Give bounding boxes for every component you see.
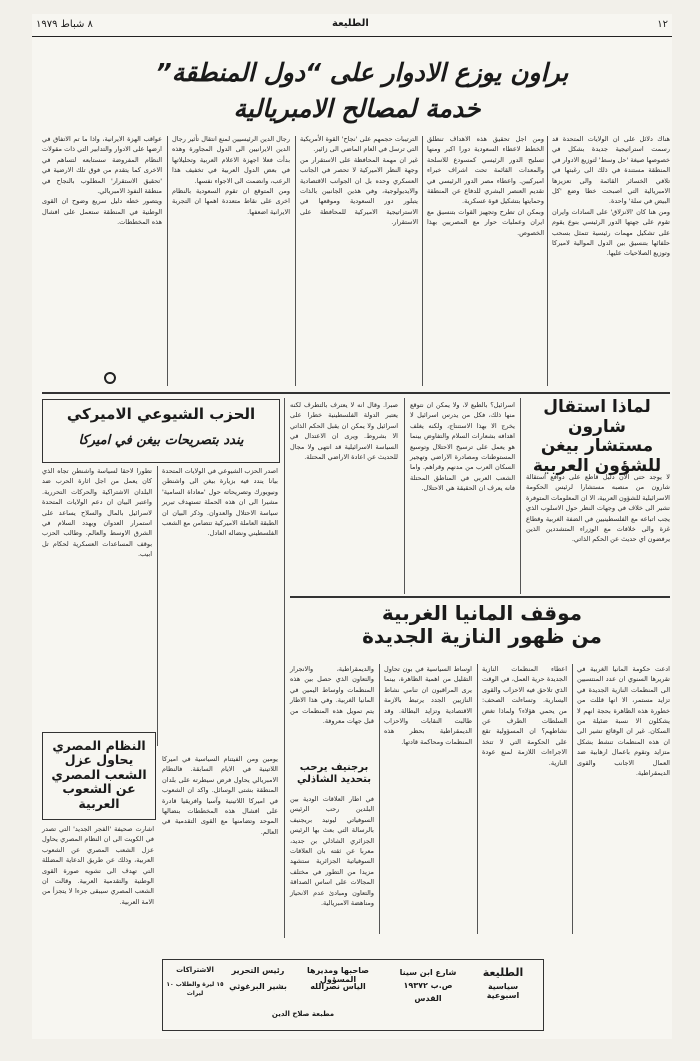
article3-headline-2: يندد بتصريحات بيغن في اميركا [78, 433, 244, 448]
footer-editor-name: بشير البرغوثي [229, 982, 287, 991]
footer-address: شارع ابن سينا ص.ب ١٩٣٧٢ القدس [399, 968, 457, 1003]
article6-headline-box [42, 732, 156, 820]
footer-box [162, 959, 544, 1031]
article3-headline-box [42, 399, 280, 463]
article5-headline-2: بتحديد الشاذلي [297, 773, 371, 785]
footer-owner-name: الياس نصرالله [310, 982, 366, 991]
masthead: الطليعة [332, 18, 369, 29]
article1-headline-1: براون يوزع الادوار على “دول المنطقة” [155, 58, 569, 87]
article1-column-1: هناك دلائل على ان الولايات المتحدة قد رسمت استراتيجية جديدة بشكل في خصوصها صيغة 'حل وسط' لتوزيع الادوار في المنطقة مستندة في ذلك الى رغبتها في تلافي الخسائر القائمة والى تعزيزها الامبريالية التي اصبحت خطا وضع 'كل البيض في سلة' واحدة. ومن هنا كان 'الانزلاق' على السادات وايران تقوم على جهتها الدور الرئيسي بنوع يقوم على تشكيل مهمات رئيسية تتمثل بسحب حلفائها بتنسيق بين الدول الموالية لاميركا وتوزيع الصلاحيات عليها. [552, 135, 670, 258]
article6-headline-1: النظام المصري [52, 738, 146, 753]
page-header [32, 14, 672, 37]
section-divider-2 [290, 596, 670, 598]
article1-column-5: عواقب الهزة الايرانية، واذا ما تم الاتفاق في ارضها على الادوار والتدابير التي ذات مقولات النظام المفروضة سستابعه لتساهم في الاخرى كما يتقدم من فوق تلك الارضية في 'تحقيق الاستقرار' المطلوب بالنجاح في منطقة النفوذ الامبريالي. ويتصور خطه دليل سريع وضوح ان القوى الوطنية في المنطقة ستعمل على افشال هذه المخططات. [42, 135, 162, 227]
issue-date: ٨ شباط ١٩٧٩ [36, 19, 93, 30]
article4-headline-1: موقف المانيا الغربية [381, 601, 583, 625]
article6-body: اشارت صحيفة 'الفجر الجديد' التي تصدر في الكويت الى ان النظام المصري يحاول عزل الشعب المصري عن الشعوب العربية، وذلك عن طريق الدعاية المضللة التي تهدف الى تشويه صورة القوى الوطنية والتقدمية العربية. وقالت ان الشعب المصري سيبقى جزءا لا يتجزأ من الامة العربية. [39, 825, 154, 906]
article2-headline-3: للشؤون العربية [532, 455, 662, 476]
article3-headline-1: الحزب الشيوعي الاميركي [66, 405, 256, 423]
article2-column-3: صبرا. وقال انه لا يعترف بالتطرف لكنه يعتبر الدولة الفلسطينية خطرا على اسرائيل ولا يمكن ان يقبل الحكم الذاتي الا بشروط. ويرى ان الاعتدال في السياسة الاسرائيلية قد انتهى ولا مجال للحديث عن اعادة الاراضي المحتلة. [287, 401, 398, 462]
article4-column-4: والديمقراطية، والانجرار والتعاون الذي حصل بين هذه المنظمات واوساط اليمين في المانيا الغربية. وفي هذا الاطار يتم تمويل هذه المنظمات من قبل جهات معروفة. [287, 665, 374, 726]
article4-headline [294, 602, 670, 648]
article2-body: لا يوجد حتى الآن دليل قاطع على دوافع استقالة شارون من منصبه مستشارا لرئيس الحكومة الاسرائيلية للشؤون العربية، الا ان المعلومات المتوفرة تشير الى خلاف في وجهات النظر حول الاسلوب الذي يجب اتباعه مع الفلسطينيين في الضفة الغربية وقطاع غزة والى خلافات مع الوزراء المتشددين الذين يرفضون اي حديث عن الحكم الذاتي. [523, 473, 670, 544]
article4-column-2: اعطاء المنظمات النازية الجديدة حرية العمل، في الوقت الذي تلاحق فيه الاحزاب والقوى اليسارية. وتساءلت الصحف: من يحمي هؤلاء؟ ولماذا تغض السلطات الطرف عن نشاطهم؟ ان المسؤولية تقع على الحكومة التي لا تتخذ الاجراءات اللازمة لمنع عودة النازية. [479, 665, 567, 767]
article2-headline-1: لماذا استقال شارون [543, 397, 651, 437]
article2-headline-2: مستشار بيغن [540, 436, 654, 457]
article1-column-3: الترتيبات حجمهم على 'نجاح' القوة الأمريكية التي ترسل في العام الماضي الى زائير. غير ان مهمة المحافظة على الاستقرار من وجهة النظر الاميركية لا تحصر في الجانب العسكري وحده بل ان الجوانب الاقتصادية والايديولوجية، وفي هذين الجانبين بالذات يتبلور دور السعودية وموقعها في الاستراتيجية الاميركية للمحافظة على الاستقرار. [300, 135, 418, 227]
footer-publication: الطليعة [482, 966, 524, 979]
article3-column-2: تطورا لاحقا لسياسة واشنطن تجاه الذي كان يعمل من اجل اثارة الحرب ضد البلدان الاشتراكية والحركات التحررية. واعتبر البيان ان دعم الولايات المتحدة لاسرائيل بالمال والسلاح يساعد على استمرار العدوان ويهدد السلام في الشرق الاوسط والعالم. وطالب الحزب بوقف المساعدات العسكرية لحكام تل ابيب. [39, 467, 152, 559]
article4-column-1: ادعت حكومة المانيا الغربية في تقريرها السنوي ان عدد المنتسبين الى المنظمات النازية الجديدة في تزايد مستمر، الا انها قللت من خطورة هذه الظاهرة بحجة انهم لا يشكلون الا نسبة ضئيلة من السكان. غير ان الوقائع تشير الى ان هذه المنظمات تنشط بشكل متزايد وتقوم باعمال ارهابية ضد العمال الاجانب والقوى الديمقراطية. [574, 665, 670, 778]
article6-headline-2: يحاول عزل الشعب المصري [51, 752, 147, 782]
footer-editor-label: رئيس التحرير [231, 966, 285, 975]
article7-body: يومين ومن الفيتنام السياسية في اميركا اللاتينية في الايام السابقة. فالنظام الامبريالي يحاول فرض سيطرته على بلدان المنطقة بشتى الوسائل. واكد ان الشعوب في اميركا اللاتينية وآسيا وافريقيا قادرة على افشال هذه المخططات بنضالها الموحد وتضامنها مع القوى التقدمية في العالم. [159, 755, 278, 836]
article6-headline [43, 739, 155, 811]
footer-subs-value: ١٥ ليرة والطلاب ١٠ ليرات [166, 981, 224, 997]
article2-headline [524, 398, 670, 476]
article5-headline [294, 762, 374, 785]
article3-column-1: اصدر الحزب الشيوعي في الولايات المتحدة بيانا يندد فيه بزيارة بيغن الى واشنطن ونيويورك وتصريحاته حول 'معاداة السامية' مشيرا الى ان هذه الحملة تستهدف تبرير سياسة الاحتلال والعدوان. وذكر البيان ان الطبقة العاملة الاميركية تتضامن مع الشعب الفلسطيني ونضاله العادل. [159, 467, 278, 538]
article4-column-3: اوساط السياسية في بون تحاول التقليل من اهمية الظاهرة، بينما يرى المراقبون ان تنامي نشاط النازيين الجدد يرتبط بالازمة الاقتصادية وتزايد البطالة. وقد طالبت النقابات والاحزاب الديمقراطية بحظر هذه المنظمات ومحاكمة قادتها. [381, 665, 472, 746]
article1-column-4: رجال الدين الرئيسيين لمنع انتقال تأثير رجال الدين الايرانيين الى الدول المجاورة وهذه بدأت فعلا اجهزة الاعلام العربية وتحليلاتها في بعض الدول العربية في تخفيف هذا الرعب، وانضمت الى الاجواء نفسها. ومن المتوقع ان تقوم السعودية بالنظام اخرى على نقاط متعددة اهمها ان التجربة الايرانية اضعفها. [172, 135, 290, 216]
article5-headline-1: برجنيف يرحب [299, 762, 369, 773]
article1-column-2: ومن اجل تحقيق هذه الاهداف تنطلق الخطط لاعطاء السعودية دورا اكبر ومنها تسليح الدور الرئيسي كمسودع للاسلحة والمعدات القائمة تحت اشراف خبراء اميركيين. واعطاء مصر الدور الرئيسي في تقديم العنصر البشري للدفاع عن المنطقة وحمايتها بتشكيل قوة عسكرية. وبمكن ان تطرح وتجهيز القوات بتنسيق مع ايران وعمليات حوار مع المصريين بهذا الخصوص. [427, 135, 544, 237]
section-divider [42, 392, 670, 394]
article1-headline-2: خدمة لمصالح الامبريالية [233, 94, 481, 123]
footer-owner-label: صاحبها ومديرها المسؤول [307, 966, 369, 984]
end-mark-icon [104, 372, 116, 384]
newspaper-page [32, 14, 672, 1039]
footer-press: مطبعة صلاح الدين [271, 1010, 335, 1018]
article4-headline-2: من ظهور النازية الجديدة [362, 624, 602, 648]
page-number: ١٢ [657, 19, 668, 30]
footer-subs-label: الاشتراكات [176, 966, 214, 974]
article2-column-2: اسرائيل؟ بالطبع لا، ولا يمكن ان نتوقع منها ذلك، فكل من يدرس اسرائيل لا يخرج الا بهذا الاستنتاج، ولكنه يغلف اهدافه بشعارات السلام والتفاوض بينما هو يعمل على ترسيخ الاحتلال وتوسيع المستوطنات ومصادرة الاراضي وتهجير السكان العرب من مدنهم وقراهم. واما الشعب العربي في المناطق المحتلة فانه يعرف ان الحقيقة هي الاحتلال. [407, 401, 515, 493]
article5-body: في اطار العلاقات الودية بين البلدين رحب الرئيس السوفياتي ليونيد بريجنيف بالرسالة التي بعث بها الرئيس الجزائري الشاذلي بن جديد، معربا عن ثقته بان العلاقات السوفياتية الجزائرية ستشهد مزيدا من التطور في مختلف المجالات على اساس الصداقة والتعاون ومبادئ عدم الانحياز ومناهضة الامبريالية. [287, 795, 374, 908]
article6-headline-3: عن الشعوب العربية [62, 781, 136, 811]
footer-type: سياسية اسبوعية [486, 982, 520, 1000]
